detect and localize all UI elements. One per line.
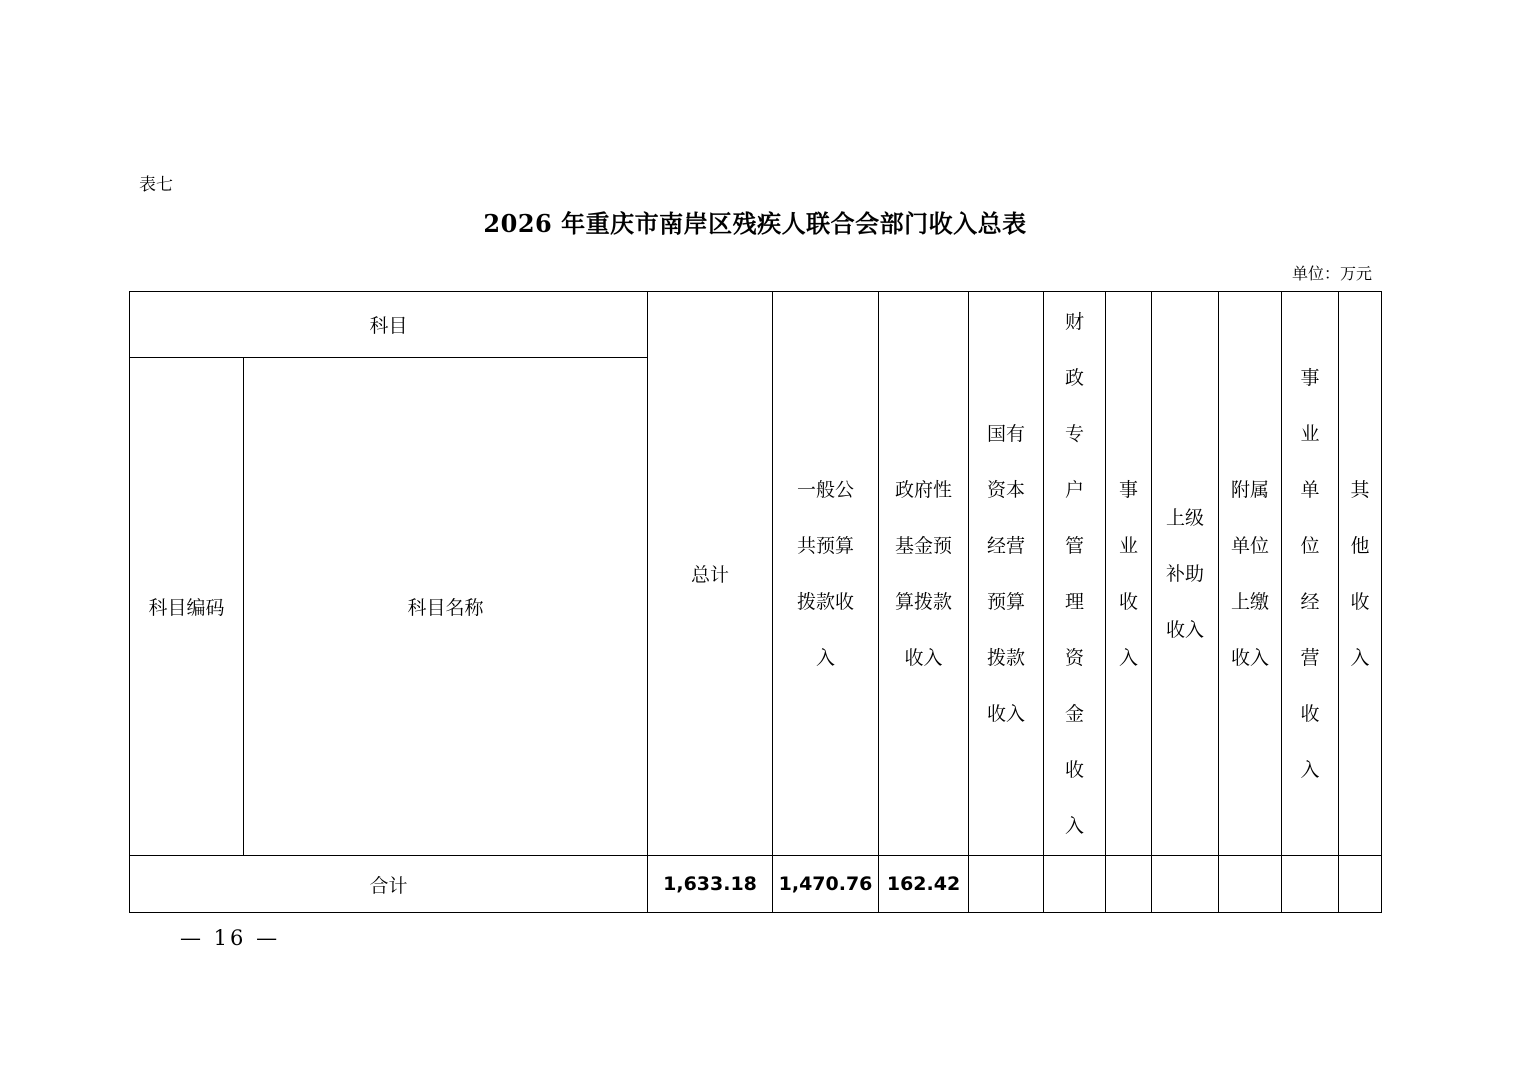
header-gov-fund: 政府性 基金预 算拨款 收入 [879,292,969,856]
header-business: 事 业 收 入 [1106,292,1152,856]
header-business-operation: 事 业 单 位 经 营 收 入 [1282,292,1339,856]
total-row-total: 1,633.18 [648,856,773,913]
unit-label: 单位：万元 [1291,264,1372,283]
document-title: 2026 年重庆市南岸区残疾人联合会部门收入总表 [483,209,1027,238]
page-number: — 16 — [180,926,281,950]
income-summary-table [129,291,1382,913]
total-row-gov-fund: 162.42 [879,856,969,913]
header-total: 总计 [648,292,773,856]
total-row-label: 合计 [130,856,648,913]
total-row-affiliated [1219,856,1282,913]
header-state-capital: 国有 资本 经营 预算 拨款 收入 [969,292,1044,856]
header-other: 其 他 收 入 [1339,292,1382,856]
total-row-business [1106,856,1152,913]
total-row-fiscal-special [1044,856,1106,913]
table-row-total [130,856,1382,913]
header-affiliated: 附属 单位 上缴 收入 [1219,292,1282,856]
header-subject-code: 科目编码 [130,358,244,856]
header-higher-subsidy: 上级 补助 收入 [1152,292,1219,856]
total-row-business-operation [1282,856,1339,913]
header-subject: 科目 [130,292,648,358]
header-subject-name: 科目名称 [244,358,648,856]
total-row-state-capital [969,856,1044,913]
header-fiscal-special: 财 政 专 户 管 理 资 金 收 入 [1044,292,1106,856]
total-row-other [1339,856,1382,913]
table-label: 表七 [139,175,173,195]
total-row-general-budget: 1,470.76 [773,856,879,913]
header-general-budget: 一般公 共预算 拨款收 入 [773,292,879,856]
total-row-higher-subsidy [1152,856,1219,913]
